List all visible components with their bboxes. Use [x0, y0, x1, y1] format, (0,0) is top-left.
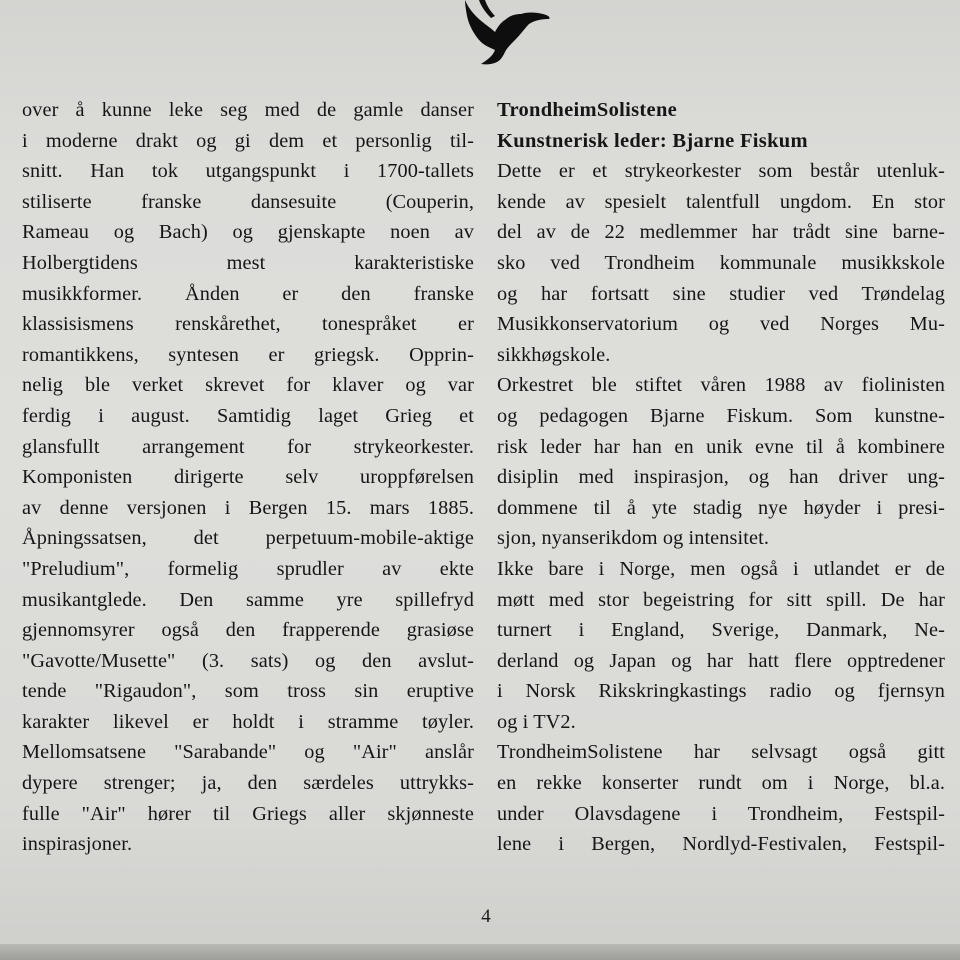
- text-line: kende av spesielt talentfull ungdom. En stor: [497, 190, 945, 213]
- left-text-column: [22, 95, 474, 860]
- text-line: musikkformer. Ånden er den franske: [22, 282, 474, 305]
- page-bottom-edge: [0, 944, 960, 960]
- text-line: disiplin med inspirasjon, og han driver ung-: [497, 466, 945, 489]
- text-line: og har fortsatt sine studier ved Trøndelag: [497, 282, 945, 305]
- text-line: Mellomsatsene "Sarabande" og "Air" anslår: [22, 741, 474, 764]
- right-text-column: [497, 95, 945, 860]
- text-line: Dette er et strykeorkester som består utenluk-: [497, 160, 945, 183]
- text-line: og i TV2.: [497, 710, 576, 733]
- ensemble-title: TrondheimSolistene: [497, 99, 678, 121]
- text-line: TrondheimSolistene har selvsagt også gitt: [497, 741, 945, 764]
- text-line: klassisismens renskårethet, tonespråket er: [22, 313, 474, 336]
- text-line: derland og Japan og har hatt flere opptredener: [497, 649, 945, 672]
- text-line: sikkhøgskole.: [497, 343, 611, 366]
- text-line: sko ved Trondheim kommunale musikkskole: [497, 251, 945, 274]
- text-line: del av de 22 medlemmer har trådt sine barne-: [497, 221, 945, 244]
- page-number: 4: [481, 906, 491, 927]
- text-line: turnert i England, Sverige, Danmark, Ne-: [497, 619, 945, 642]
- text-line: risk leder har han en unik evne til å kombinere: [497, 435, 945, 458]
- text-line: tende "Rigaudon", som tross sin eruptive: [22, 680, 474, 703]
- text-line: i moderne drakt og gi dem et personlig til-: [22, 129, 474, 152]
- text-line: karakter likevel er holdt i stramme tøyler.: [22, 710, 474, 733]
- text-line: fulle "Air" hører til Griegs aller skjønneste: [22, 802, 474, 825]
- text-line: snitt. Han tok utgangspunkt i 1700-tallets: [22, 160, 474, 183]
- text-line: møtt med stor begeistring for sitt spill. De har: [497, 588, 945, 611]
- text-line: av denne versjonen i Bergen 15. mars 1885.: [22, 496, 474, 519]
- text-line: over å kunne leke seg med de gamle danser: [22, 99, 474, 121]
- text-line: inspirasjoner.: [22, 833, 133, 856]
- text-line: ferdig i august. Samtidig laget Grieg et: [22, 404, 474, 427]
- text-line: og pedagogen Bjarne Fiskum. Som kunstne-: [497, 404, 945, 427]
- text-line: Holbergtidens mest karakteristiske: [22, 251, 474, 274]
- text-line: Ikke bare i Norge, men også i utlandet er de: [497, 557, 945, 580]
- text-line: nelig ble verket skrevet for klaver og var: [22, 374, 474, 397]
- text-line: musikantglede. Den samme yre spillefryd: [22, 588, 474, 611]
- text-line: "Gavotte/Musette" (3. sats) og den avslut-: [22, 649, 474, 672]
- text-line: gjennomsyrer også den frapperende grasiøse: [22, 619, 474, 642]
- raven-icon: [455, 0, 555, 66]
- text-line: i Norsk Rikskringkastings radio og fjernsyn: [497, 680, 945, 703]
- text-line: sjon, nyanserikdom og intensitet.: [497, 527, 769, 550]
- artistic-director-heading: Kunstnerisk leder: Bjarne Fiskum: [497, 129, 808, 152]
- text-line: romantikkens, syntesen er griegsk. Opprin-: [22, 343, 474, 366]
- text-line: stiliserte franske dansesuite (Couperin,: [22, 190, 474, 213]
- text-line: glansfullt arrangement for strykeorkester.: [22, 435, 474, 458]
- text-line: Rameau og Bach) og gjenskapte noen av: [22, 221, 474, 244]
- text-line: dypere strenger; ja, den særdeles uttrykks-: [22, 772, 474, 795]
- text-line: Orkestret ble stiftet våren 1988 av fiolinisten: [497, 374, 945, 397]
- text-line: Åpningssatsen, det perpetuum-mobile-aktige: [22, 527, 474, 550]
- text-line: "Preludium", formelig sprudler av ekte: [22, 557, 474, 580]
- text-line: lene i Bergen, Nordlyd-Festivalen, Festspil-: [497, 833, 945, 856]
- text-line: en rekke konserter rundt om i Norge, bl.a.: [497, 772, 945, 795]
- text-line: Musikkonservatorium og ved Norges Mu-: [497, 313, 945, 336]
- text-line: dommene til å yte stadig nye høyder i presi-: [497, 496, 945, 519]
- text-line: Komponisten dirigerte selv uroppførelsen: [22, 466, 474, 489]
- text-line: under Olavsdagene i Trondheim, Festspil-: [497, 802, 945, 825]
